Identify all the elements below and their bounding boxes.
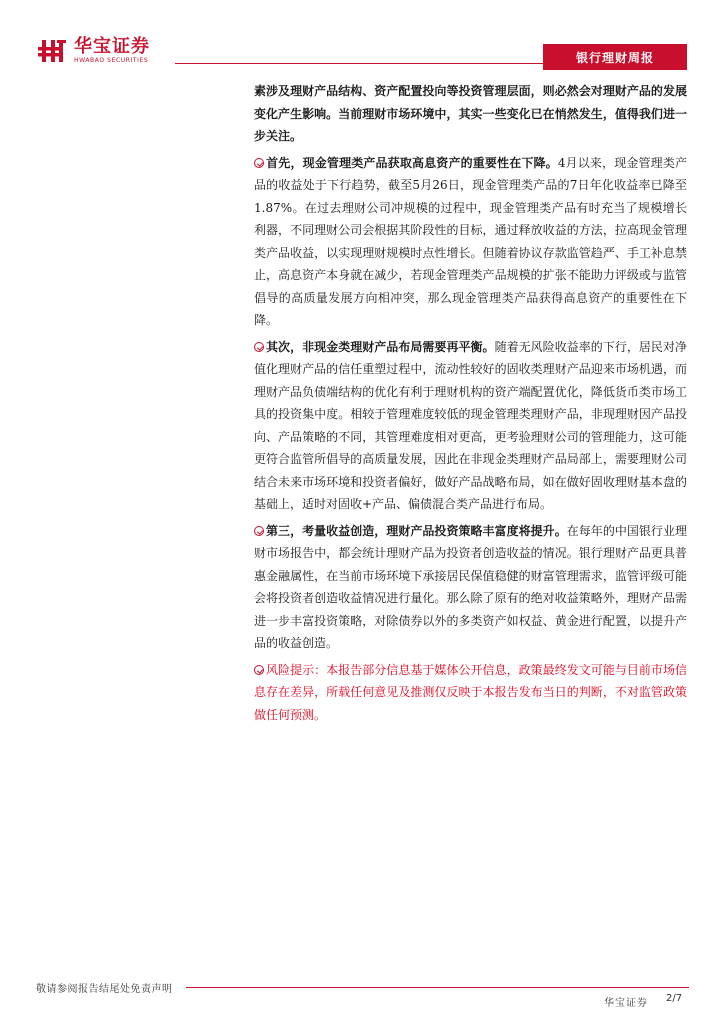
page-header <box>0 0 724 70</box>
point-1-text: 4月以来，现金管理类产品的收益处于下行趋势，截至5月26日，现金管理类产品的7日年化收益率已降至1.87%。在过去理财公司冲规模的过程中，现金管理类产品有时充当了规模增长利器，不同理财公司会根据其阶段性的目标，通过释放收益的方法，拉高现金管理类产品收益，以实现理财规模时点性增长。但随着协议存款监管趋严、手工补息禁止，高息资产本身就在减少，若现金管理类产品规模的扩张不能助力评级或与监管倡导的高质量发展方向相冲突，那么现金管理类产品获得高息资产的重要性在下降。 <box>254 155 687 327</box>
risk-warning-paragraph <box>254 659 687 727</box>
point-2-text: 随着无风险收益率的下行，居民对净值化理财产品的信任重塑过程中，流动性较好的固收类理财产品迎来市场机遇，而理财产品负债端结构的优化有利于理财机构的资产端配置优化，降低货币类市场工具的投资集中度。相较于管理难度较低的现金管理类理财产品，非现理财因产品投向、产品策略的不同，其管理难度相对更高，更考验理财公司的管理能力，这可能更符合监管所倡导的高质量发展，因此在非现金类理财产品局部上，需要理财公司结合未来市场环境和投资者偏好，做好产品战略布局，如在做好固收理财基本盘的基础上，适时对固收+产品、偏债混合类产品进行布局。 <box>254 339 687 511</box>
check-bullet-icon <box>254 158 264 168</box>
check-bullet-icon <box>254 665 264 675</box>
point-2-lead: 其次，非现金类理财产品布局需要再平衡。 <box>266 339 495 354</box>
point-1-paragraph <box>254 152 687 332</box>
report-body <box>254 80 687 730</box>
point-3-text: 在每年的中国银行业理财市场报告中，都会统计理财产品为投资者创造收益的情况。银行理财产品更具普惠金融属性，在当前市场环境下承接居民保值稳健的财富管理需求，监管评级可能会将投资者创造收益情况进行量化。那么除了原有的绝对收益策略外，理财产品需进一步丰富投资策略，对除债券以外的多类资产如权益、黄金进行配置，以提升产品的收益创造。 <box>254 523 687 650</box>
footer-company-name: 华宝证券 <box>604 998 648 1009</box>
report-type-badge: 银行理财周报 <box>543 44 687 70</box>
point-3-lead: 第三，考量收益创造，理财产品投资策略丰富度将提升。 <box>266 523 567 538</box>
logo-english-name: HWABAO SECURITIES <box>74 57 149 64</box>
check-bullet-icon <box>254 342 264 352</box>
logo-chinese-name: 华宝证券 <box>74 36 150 57</box>
footer-divider <box>186 987 689 988</box>
check-bullet-icon <box>254 526 264 536</box>
intro-paragraph: 素涉及理财产品结构、资产配置投向等投资管理层面，则必然会对理财产品的发展变化产生影响。当前理财市场环境中，其实一些变化已在悄然发生，值得我们进一步关注。 <box>254 84 687 143</box>
point-3-paragraph <box>254 520 687 655</box>
point-2-paragraph <box>254 336 687 516</box>
company-logo <box>38 38 150 64</box>
disclaimer-note: 敬请参阅报告结尾处免责声明 <box>36 984 173 995</box>
point-1-lead: 首先，现金管理类产品获取高息资产的重要性在下降。 <box>266 155 558 170</box>
page-number: 2/7 <box>666 993 683 1004</box>
risk-warning-text: 风险提示：本报告部分信息基于媒体公开信息，政策最终发文可能与目前市场信息存在差异，所载任何意见及推测仅反映于本报告发布当日的判断，不对监管政策做任何预测。 <box>254 662 687 722</box>
logo-mark-icon <box>38 38 68 64</box>
